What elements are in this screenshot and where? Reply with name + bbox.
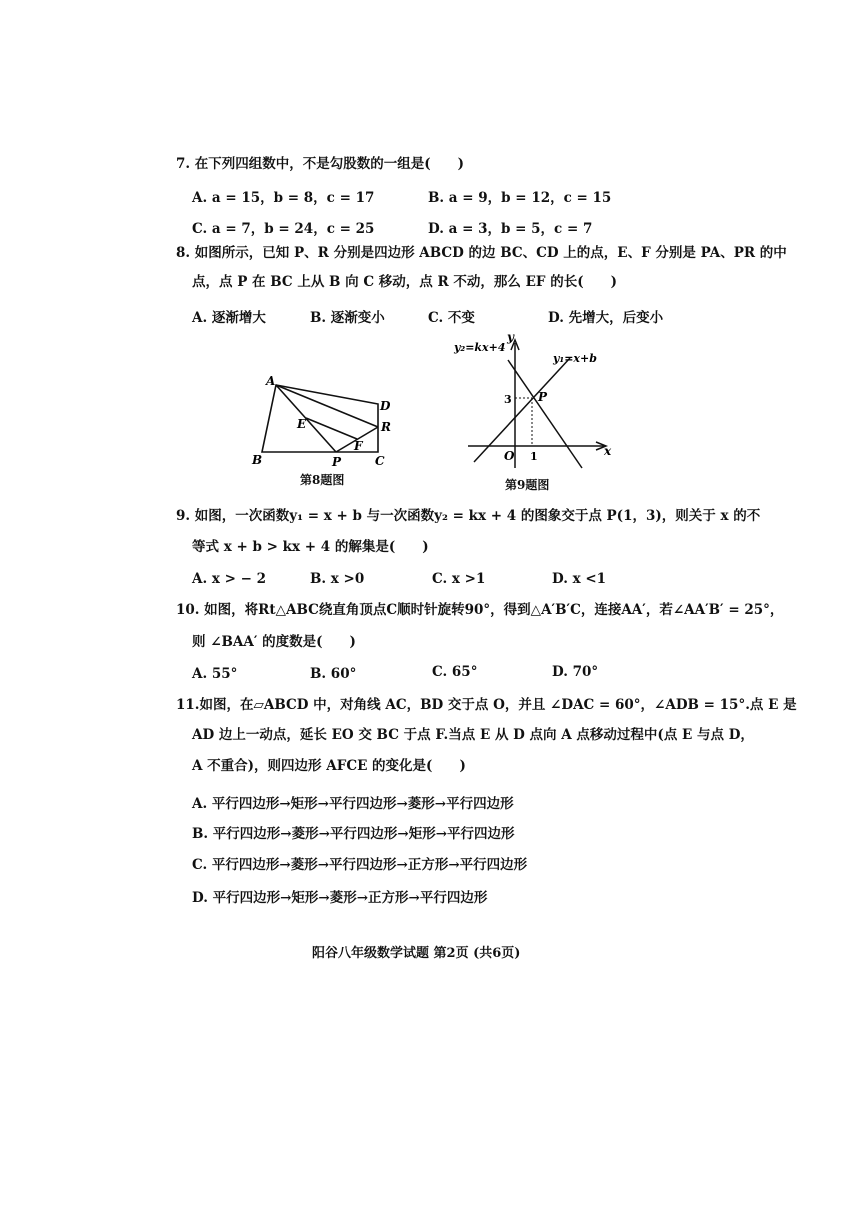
- q7-option-c: C. a = 7，b = 24，c = 25: [192, 221, 375, 237]
- fig8-label-e: E: [297, 417, 307, 431]
- q8-option-b: B. 逐渐变小: [310, 310, 385, 326]
- q8-stem-line2: 点，点 P 在 BC 上从 B 向 C 移动，点 R 不动，那么 EF 的长( ): [192, 274, 617, 290]
- q11-option-c: C. 平行四边形→菱形→平行四边形→正方形→平行四边形: [192, 857, 528, 873]
- fig8-label-p: P: [332, 455, 342, 469]
- q11-stem-line3: A 不重合)，则四边形 AFCE 的变化是( ): [192, 758, 466, 774]
- q9-stem-line1: 9. 如图，一次函数y₁ = x + b 与一次函数y₂ = kx + 4 的图象交于点 P(1，3)，则关于 x 的不: [176, 508, 761, 524]
- q8-option-c: C. 不变: [428, 310, 475, 326]
- figure-8-quadrilateral: [245, 368, 405, 473]
- q11-stem-line2: AD 边上一动点，延长 EO 交 BC 于点 F.当点 E 从 D 点向 A 点移动过程中(点 E 与点 D，: [192, 727, 754, 743]
- q10-option-b: B. 60°: [310, 666, 357, 682]
- q9-stem-line2: 等式 x + b > kx + 4 的解集是( ): [192, 539, 429, 555]
- fig9-caption: 第9题图: [505, 478, 550, 492]
- fig8-label-b: B: [252, 453, 263, 467]
- q7-stem: 7. 在下列四组数中，不是勾股数的一组是( ): [176, 156, 465, 172]
- q10-option-c: C. 65°: [432, 664, 478, 680]
- q8-option-d: D. 先增大，后变小: [548, 310, 664, 326]
- q9-option-a: A. x > − 2: [192, 571, 267, 587]
- figure-9-graph: [448, 330, 618, 475]
- fig8-label-a: A: [266, 374, 276, 388]
- q10-stem-line1: 10. 如图，将Rt△ABC绕直角顶点C顺时针旋转90°，得到△A′B′C，连接AA′，若∠AA′B′ = 25°，: [176, 602, 784, 618]
- q9-option-d: D. x <1: [552, 571, 607, 587]
- q10-stem-line2: 则 ∠BAA′ 的度数是( ): [192, 634, 356, 650]
- fig8-label-f: F: [354, 439, 363, 453]
- fig9-origin-label: O: [504, 449, 515, 463]
- fig8-label-d: D: [380, 399, 391, 413]
- q8-option-a: A. 逐渐增大: [192, 310, 266, 326]
- fig8-caption: 第8题图: [300, 473, 345, 487]
- q7-option-a: A. a = 15，b = 8，c = 17: [192, 190, 375, 206]
- q11-option-a: A. 平行四边形→矩形→平行四边形→菱形→平行四边形: [192, 796, 514, 812]
- fig9-y-axis-label: y: [507, 330, 514, 344]
- fig9-x-axis-label: x: [604, 444, 612, 458]
- q9-option-c: C. x >1: [432, 571, 486, 587]
- q9-option-b: B. x >0: [310, 571, 365, 587]
- q8-stem-line1: 8. 如图所示，已知 P、R 分别是四边形 ABCD 的边 BC、CD 上的点，E、F 分别是 PA、PR 的中: [176, 245, 787, 261]
- q7-option-b: B. a = 9，b = 12，c = 15: [428, 190, 612, 206]
- fig9-line-y2-label: y₂=kx+4: [454, 341, 506, 354]
- fig9-tick-y: 3: [504, 393, 512, 406]
- q11-option-b: B. 平行四边形→菱形→平行四边形→矩形→平行四边形: [192, 826, 515, 842]
- q7-option-d: D. a = 3，b = 5，c = 7: [428, 221, 593, 237]
- fig9-line-y1-label: y₁=x+b: [553, 352, 597, 365]
- fig9-point-p: P: [538, 390, 548, 404]
- fig8-label-r: R: [381, 420, 391, 434]
- q11-option-d: D. 平行四边形→矩形→菱形→正方形→平行四边形: [192, 890, 488, 906]
- page-footer: 阳谷八年级数学试题 第2页 (共6页): [312, 946, 521, 961]
- fig8-label-c: C: [375, 454, 385, 468]
- q10-option-a: A. 55°: [192, 666, 238, 682]
- q10-option-d: D. 70°: [552, 664, 599, 680]
- q11-stem-line1: 11.如图，在▱ABCD 中，对角线 AC，BD 交于点 O，并且 ∠DAC = 60°，∠ADB = 15°.点 E 是: [176, 697, 797, 713]
- fig9-tick-x: 1: [530, 450, 538, 463]
